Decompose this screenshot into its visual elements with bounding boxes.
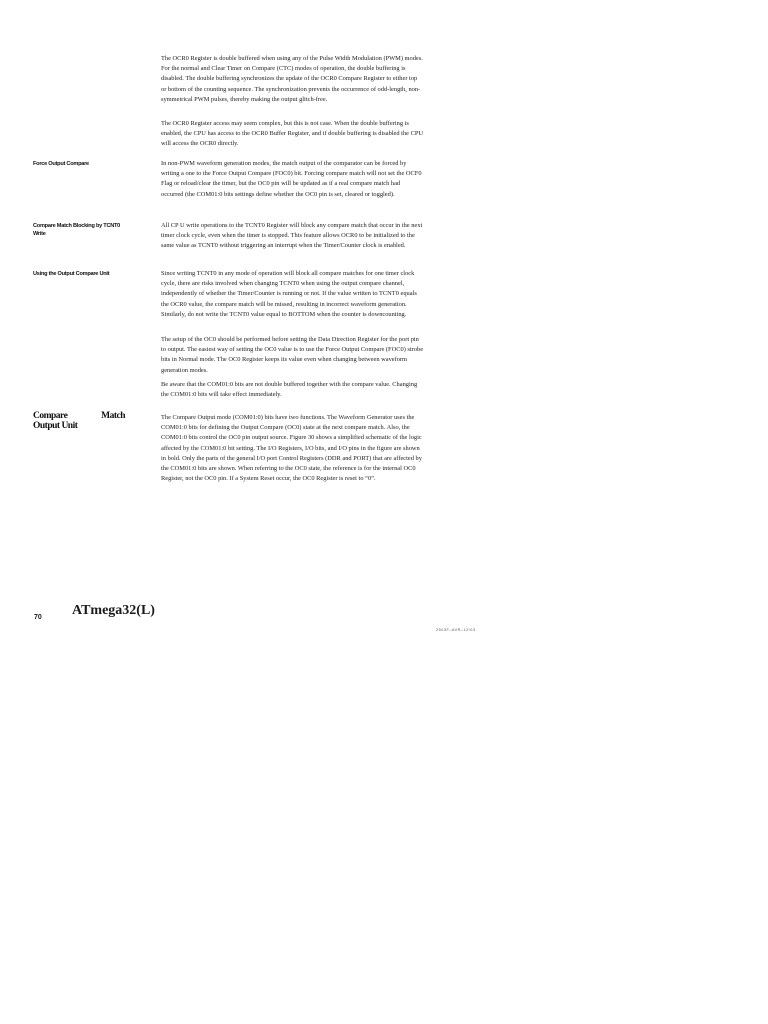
page-number: 70 [34, 614, 42, 621]
paragraph-ocr0-access: The OCR0 Register access may seem complex, but this is not case. When the double buffering is enabled, the CPU has access to the OCR0 Buffer Register, and if double buffering is disabled the CPU will access the OCR0 directly. [161, 120, 424, 148]
heading-word-compare: Compare [33, 411, 68, 421]
heading-force-output-compare: Force Output Compare [33, 161, 89, 167]
heading-compare-match-blocking: Compare Match Blocking by TCNT0 Write [33, 223, 121, 237]
paragraph-force-output-compare: In non-PWM waveform generation modes, the match output of the comparator can be forced by writing a one to the Force Output Compare (FOC0) bit. Forcing compare match will not set the OCF0 Flag or reload/clear the timer, but the OC0 pin will be updated as if a real compare match had occurred (the COM01:0 bits settings define whether the OC0 pin is set, cleared or toggled). [161, 160, 422, 198]
paragraph-using-output-compare-3: Be aware that the COM01:0 bits are not double buffered together with the compare value. Changing the COM01:0 bits will take effect immediately. [161, 381, 418, 399]
heading-word-match: Match [101, 411, 125, 421]
paragraph-ocr0-double-buffered: The OCR0 Register is double buffered when using any of the Pulse Width Modulation (PWM) modes. For the normal and Clear Timer on Compare (CTC) modes of operation, the double buffering is disabled. The double buffering synchronizes the update of the OCR0 Compare Register to either top or bottom of the counting sequence. The synchronization prevents the occurrence of odd-length, non-symmetrical PWM pulses, thereby making the output glitch-free. [161, 55, 423, 103]
document-code: 2503F–AVR–12/03 [436, 628, 476, 632]
paragraph-compare-output-mode: The Compare Output mode (COM01:0) bits have two functions. The Waveform Generator uses the COM01:0 bits for defining the Output Compare (OC0) state at the next compare match. Also, the COM01:0 bits control the OC0 pin output source. Figure 30 shows a simplified schematic of the logic affected by the COM01:0 bit setting. The I/O Registers, I/O bits, and I/O pins in the figure are shown in bold. Only the parts of the general I/O port Control Registers (DDR and PORT) that are affected by the COM01:0 bits are shown. When referring to the OC0 state, the reference is for the internal OC0 Register, not the OC0 pin. If a System Reset occur, the OC0 Register is reset to “0”. [161, 414, 422, 483]
paragraph-using-output-compare-1: Since writing TCNT0 in any mode of operation will block all compare matches for one timer clock cycle, there are risks involved when changing TCNT0 when using the output compare channel, independently of whether the Timer/Counter is running or not. If the value written to TCNT0 equals the OCR0 value, the compare match will be missed, resulting in incorrect waveform generation. Similarly, do not write the TCNT0 value equal to BOTTOM when the counter is downcounting. [161, 270, 417, 318]
document-title: ATmega32(L) [72, 603, 155, 618]
heading-compare-match-output-unit [33, 411, 125, 431]
paragraph-compare-match-blocking: All CP U write operations to the TCNT0 Register will block any compare match that occur in the next timer clock cycle, even when the timer is stopped. This feature allows OCR0 to be initialized to the same value as TCNT0 without triggering an interrupt when the Timer/Counter clock is enabled. [161, 222, 423, 250]
heading-using-output-compare-unit: Using the Output Compare Unit [33, 271, 110, 277]
paragraph-using-output-compare-2: The setup of the OC0 should be performed before setting the Data Direction Register for the port pin to output. The easiest way of setting the OC0 value is to use the Force Output Compare (FOC0) strobe bits in Normal mode. The OC0 Register keeps its value even when changing between waveform generation modes. [161, 336, 424, 374]
heading-word-output-unit: Output Unit [33, 421, 78, 431]
